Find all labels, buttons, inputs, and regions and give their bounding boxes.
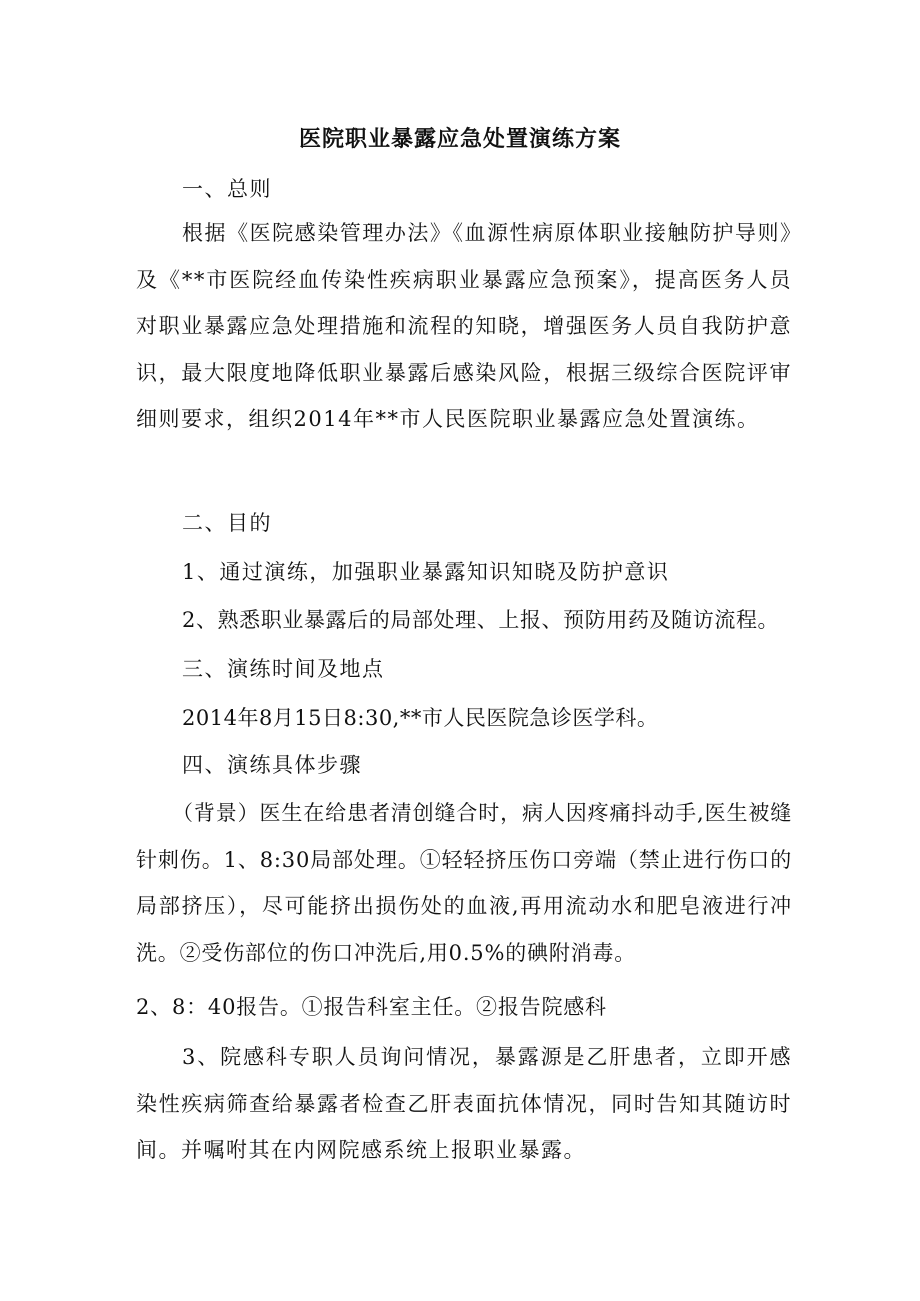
section-3-heading: 三、演练时间及地点 bbox=[182, 657, 385, 681]
section-2-item-1: 1、通过演练，加强职业暴露知识知晓及防护意识 bbox=[182, 560, 670, 584]
section-4-body: （背景）医生在给患者清创缝合时，病人因疼痛抖动手,医生被缝针刺伤。1、8:30局部处理。①轻轻挤压伤口旁端（禁止进行伤口的局部挤压），尽可能挤出损伤处的血液,再用流动水和肥皂液进行冲洗。②受伤部位的伤口冲洗后,用0.5%的碘附消毒。 bbox=[136, 801, 792, 965]
section-4-paragraph-3: 3、院感科专职人员询问情况，暴露源是乙肝患者，立即开感染性疾病筛查给暴露者检查乙肝表面抗体情况，同时告知其随访时间。并嘱咐其在内网院感系统上报职业暴露。 bbox=[136, 1045, 792, 1162]
section-1-heading: 一、总则 bbox=[182, 177, 272, 201]
section-1-body: 根据《医院感染管理办法》《血源性病原体职业接触防护导则》及《**市医院经血传染性疾病职业暴露应急预案》，提高医务人员对职业暴露应急处理措施和流程的知晓，增强医务人员自我防护意识，最大限度地降低职业暴露后感染风险，根据三级综合医院评审细则要求，组织2014年**市人民医院职业暴露应急处置演练。 bbox=[136, 221, 792, 431]
section-4-heading: 四、演练具体步骤 bbox=[182, 753, 362, 777]
document-title: 医院职业暴露应急处置演练方案 bbox=[298, 126, 621, 152]
section-3-body: 2014年8月15日8:30,**市人民医院急诊医学科。 bbox=[182, 706, 659, 730]
section-2-heading: 二、目的 bbox=[182, 511, 272, 535]
section-2-item-2: 2、熟悉职业暴露后的局部处理、上报、预防用药及随访流程。 bbox=[182, 608, 780, 632]
section-4-line-2: 2、8：40报告。①报告科室主任。②报告院感科 bbox=[136, 995, 607, 1019]
